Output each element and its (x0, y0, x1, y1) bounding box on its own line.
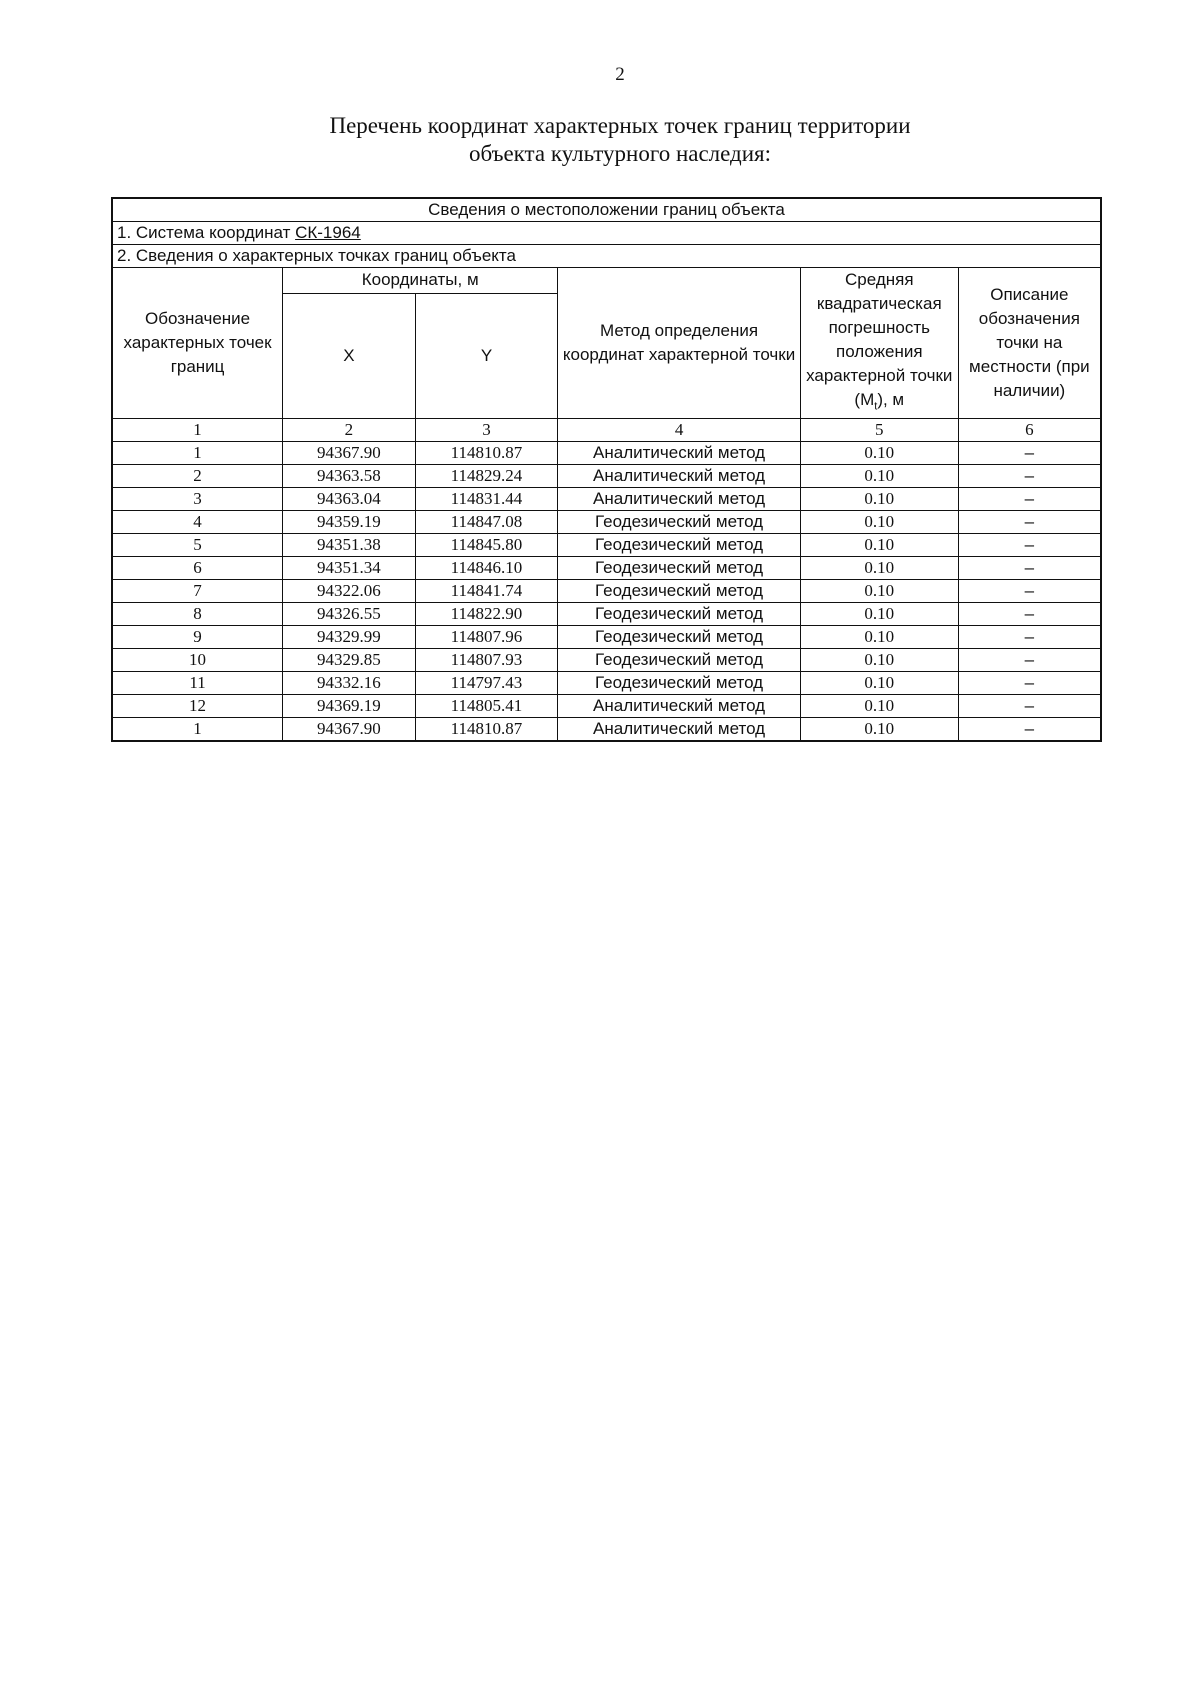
description-cell: – (958, 603, 1101, 626)
x-cell: 94322.06 (283, 580, 416, 603)
method-cell: Аналитический метод (558, 488, 801, 511)
method-cell: Геодезический метод (558, 511, 801, 534)
page-number: 2 (615, 64, 625, 85)
coordinate-system-label: 1. Система координат (117, 223, 296, 242)
x-cell: 94329.99 (283, 626, 416, 649)
description-cell: – (958, 511, 1101, 534)
table-heading: Сведения о местоположении границ объекта (112, 198, 1101, 222)
x-cell: 94332.16 (283, 672, 416, 695)
x-cell: 94351.38 (283, 534, 416, 557)
point-cell: 9 (112, 626, 283, 649)
column-number: 2 (283, 419, 416, 442)
error-cell: 0.10 (800, 534, 958, 557)
y-cell: 114831.44 (415, 488, 558, 511)
error-cell: 0.10 (800, 442, 958, 465)
x-cell: 94329.85 (283, 649, 416, 672)
method-cell: Геодезический метод (558, 534, 801, 557)
header-error: Средняя квадратическая погрешность положения характерной точки $(M_t)$, м (800, 268, 958, 419)
coordinate-system-value: СК-1964 (295, 223, 361, 242)
description-cell: – (958, 465, 1101, 488)
y-cell: 114810.87 (415, 718, 558, 742)
column-number: 1 (112, 419, 283, 442)
table-row (112, 534, 1101, 557)
header-x: X (283, 293, 416, 418)
x-cell: 94359.19 (283, 511, 416, 534)
x-cell: 94369.19 (283, 695, 416, 718)
method-cell: Геодезический метод (558, 649, 801, 672)
point-cell: 1 (112, 442, 283, 465)
point-cell: 2 (112, 465, 283, 488)
table-row (112, 603, 1101, 626)
error-cell: 0.10 (800, 488, 958, 511)
description-cell: – (958, 626, 1101, 649)
y-cell: 114822.90 (415, 603, 558, 626)
y-cell: 114807.93 (415, 649, 558, 672)
method-cell: Аналитический метод (558, 465, 801, 488)
error-cell: 0.10 (800, 603, 958, 626)
method-cell: Геодезический метод (558, 603, 801, 626)
x-cell: 94367.90 (283, 718, 416, 742)
header-y: Y (415, 293, 558, 418)
description-cell: – (958, 580, 1101, 603)
y-cell: 114845.80 (415, 534, 558, 557)
table-row (112, 557, 1101, 580)
y-cell: 114829.24 (415, 465, 558, 488)
y-cell: 114807.96 (415, 626, 558, 649)
header-coordinates: Координаты, м (283, 268, 558, 294)
table-row (112, 465, 1101, 488)
method-cell: Геодезический метод (558, 580, 801, 603)
x-cell: 94326.55 (283, 603, 416, 626)
error-cell: 0.10 (800, 695, 958, 718)
coordinate-system-row (112, 222, 1101, 245)
point-cell: 11 (112, 672, 283, 695)
table-row (112, 649, 1101, 672)
column-number-row (112, 419, 1101, 442)
point-cell: 5 (112, 534, 283, 557)
point-cell: 8 (112, 603, 283, 626)
error-cell: 0.10 (800, 672, 958, 695)
points-heading: 2. Сведения о характерных точках границ объекта (112, 245, 1101, 268)
document-title (0, 112, 1200, 168)
method-cell: Аналитический метод (558, 718, 801, 742)
header-description: Описание обозначения точки на местности (при наличии) (958, 268, 1101, 419)
point-cell: 4 (112, 511, 283, 534)
point-cell: 1 (112, 718, 283, 742)
column-number: 3 (415, 419, 558, 442)
table-row (112, 626, 1101, 649)
table-row (112, 488, 1101, 511)
error-cell: 0.10 (800, 649, 958, 672)
y-cell: 114797.43 (415, 672, 558, 695)
error-cell: 0.10 (800, 465, 958, 488)
point-cell: 12 (112, 695, 283, 718)
description-cell: – (958, 649, 1101, 672)
y-cell: 114846.10 (415, 557, 558, 580)
table-heading-row (112, 198, 1101, 222)
point-cell: 10 (112, 649, 283, 672)
error-cell: 0.10 (800, 511, 958, 534)
point-cell: 3 (112, 488, 283, 511)
error-cell: 0.10 (800, 626, 958, 649)
description-cell: – (958, 557, 1101, 580)
title-line-1: Перечень координат характерных точек границ территории (329, 113, 911, 138)
description-cell: – (958, 442, 1101, 465)
x-cell: 94363.58 (283, 465, 416, 488)
table-row (112, 695, 1101, 718)
coordinates-table (111, 197, 1102, 742)
method-cell: Геодезический метод (558, 626, 801, 649)
table-row (112, 511, 1101, 534)
method-cell: Геодезический метод (558, 557, 801, 580)
y-cell: 114841.74 (415, 580, 558, 603)
error-cell: 0.10 (800, 557, 958, 580)
method-cell: Геодезический метод (558, 672, 801, 695)
x-cell: 94363.04 (283, 488, 416, 511)
header-designation: Обозначение характерных точек границ (112, 268, 283, 419)
description-cell: – (958, 534, 1101, 557)
column-number: 4 (558, 419, 801, 442)
header-method: Метод определения координат характерной точки (558, 268, 801, 419)
error-cell: 0.10 (800, 718, 958, 742)
point-cell: 6 (112, 557, 283, 580)
table-row (112, 718, 1101, 742)
x-cell: 94351.34 (283, 557, 416, 580)
column-number: 5 (800, 419, 958, 442)
method-cell: Аналитический метод (558, 695, 801, 718)
description-cell: – (958, 672, 1101, 695)
x-cell: 94367.90 (283, 442, 416, 465)
table-row (112, 442, 1101, 465)
table-row (112, 672, 1101, 695)
point-cell: 7 (112, 580, 283, 603)
description-cell: – (958, 695, 1101, 718)
error-cell: 0.10 (800, 580, 958, 603)
coordinate-system (112, 222, 1101, 245)
column-number: 6 (958, 419, 1101, 442)
points-heading-row (112, 245, 1101, 268)
y-cell: 114805.41 (415, 695, 558, 718)
description-cell: – (958, 718, 1101, 742)
method-cell: Аналитический метод (558, 442, 801, 465)
description-cell: – (958, 488, 1101, 511)
table-row (112, 580, 1101, 603)
title-line-2: объекта культурного наследия: (468, 141, 772, 166)
y-cell: 114810.87 (415, 442, 558, 465)
header-row-1 (112, 268, 1101, 294)
y-cell: 114847.08 (415, 511, 558, 534)
